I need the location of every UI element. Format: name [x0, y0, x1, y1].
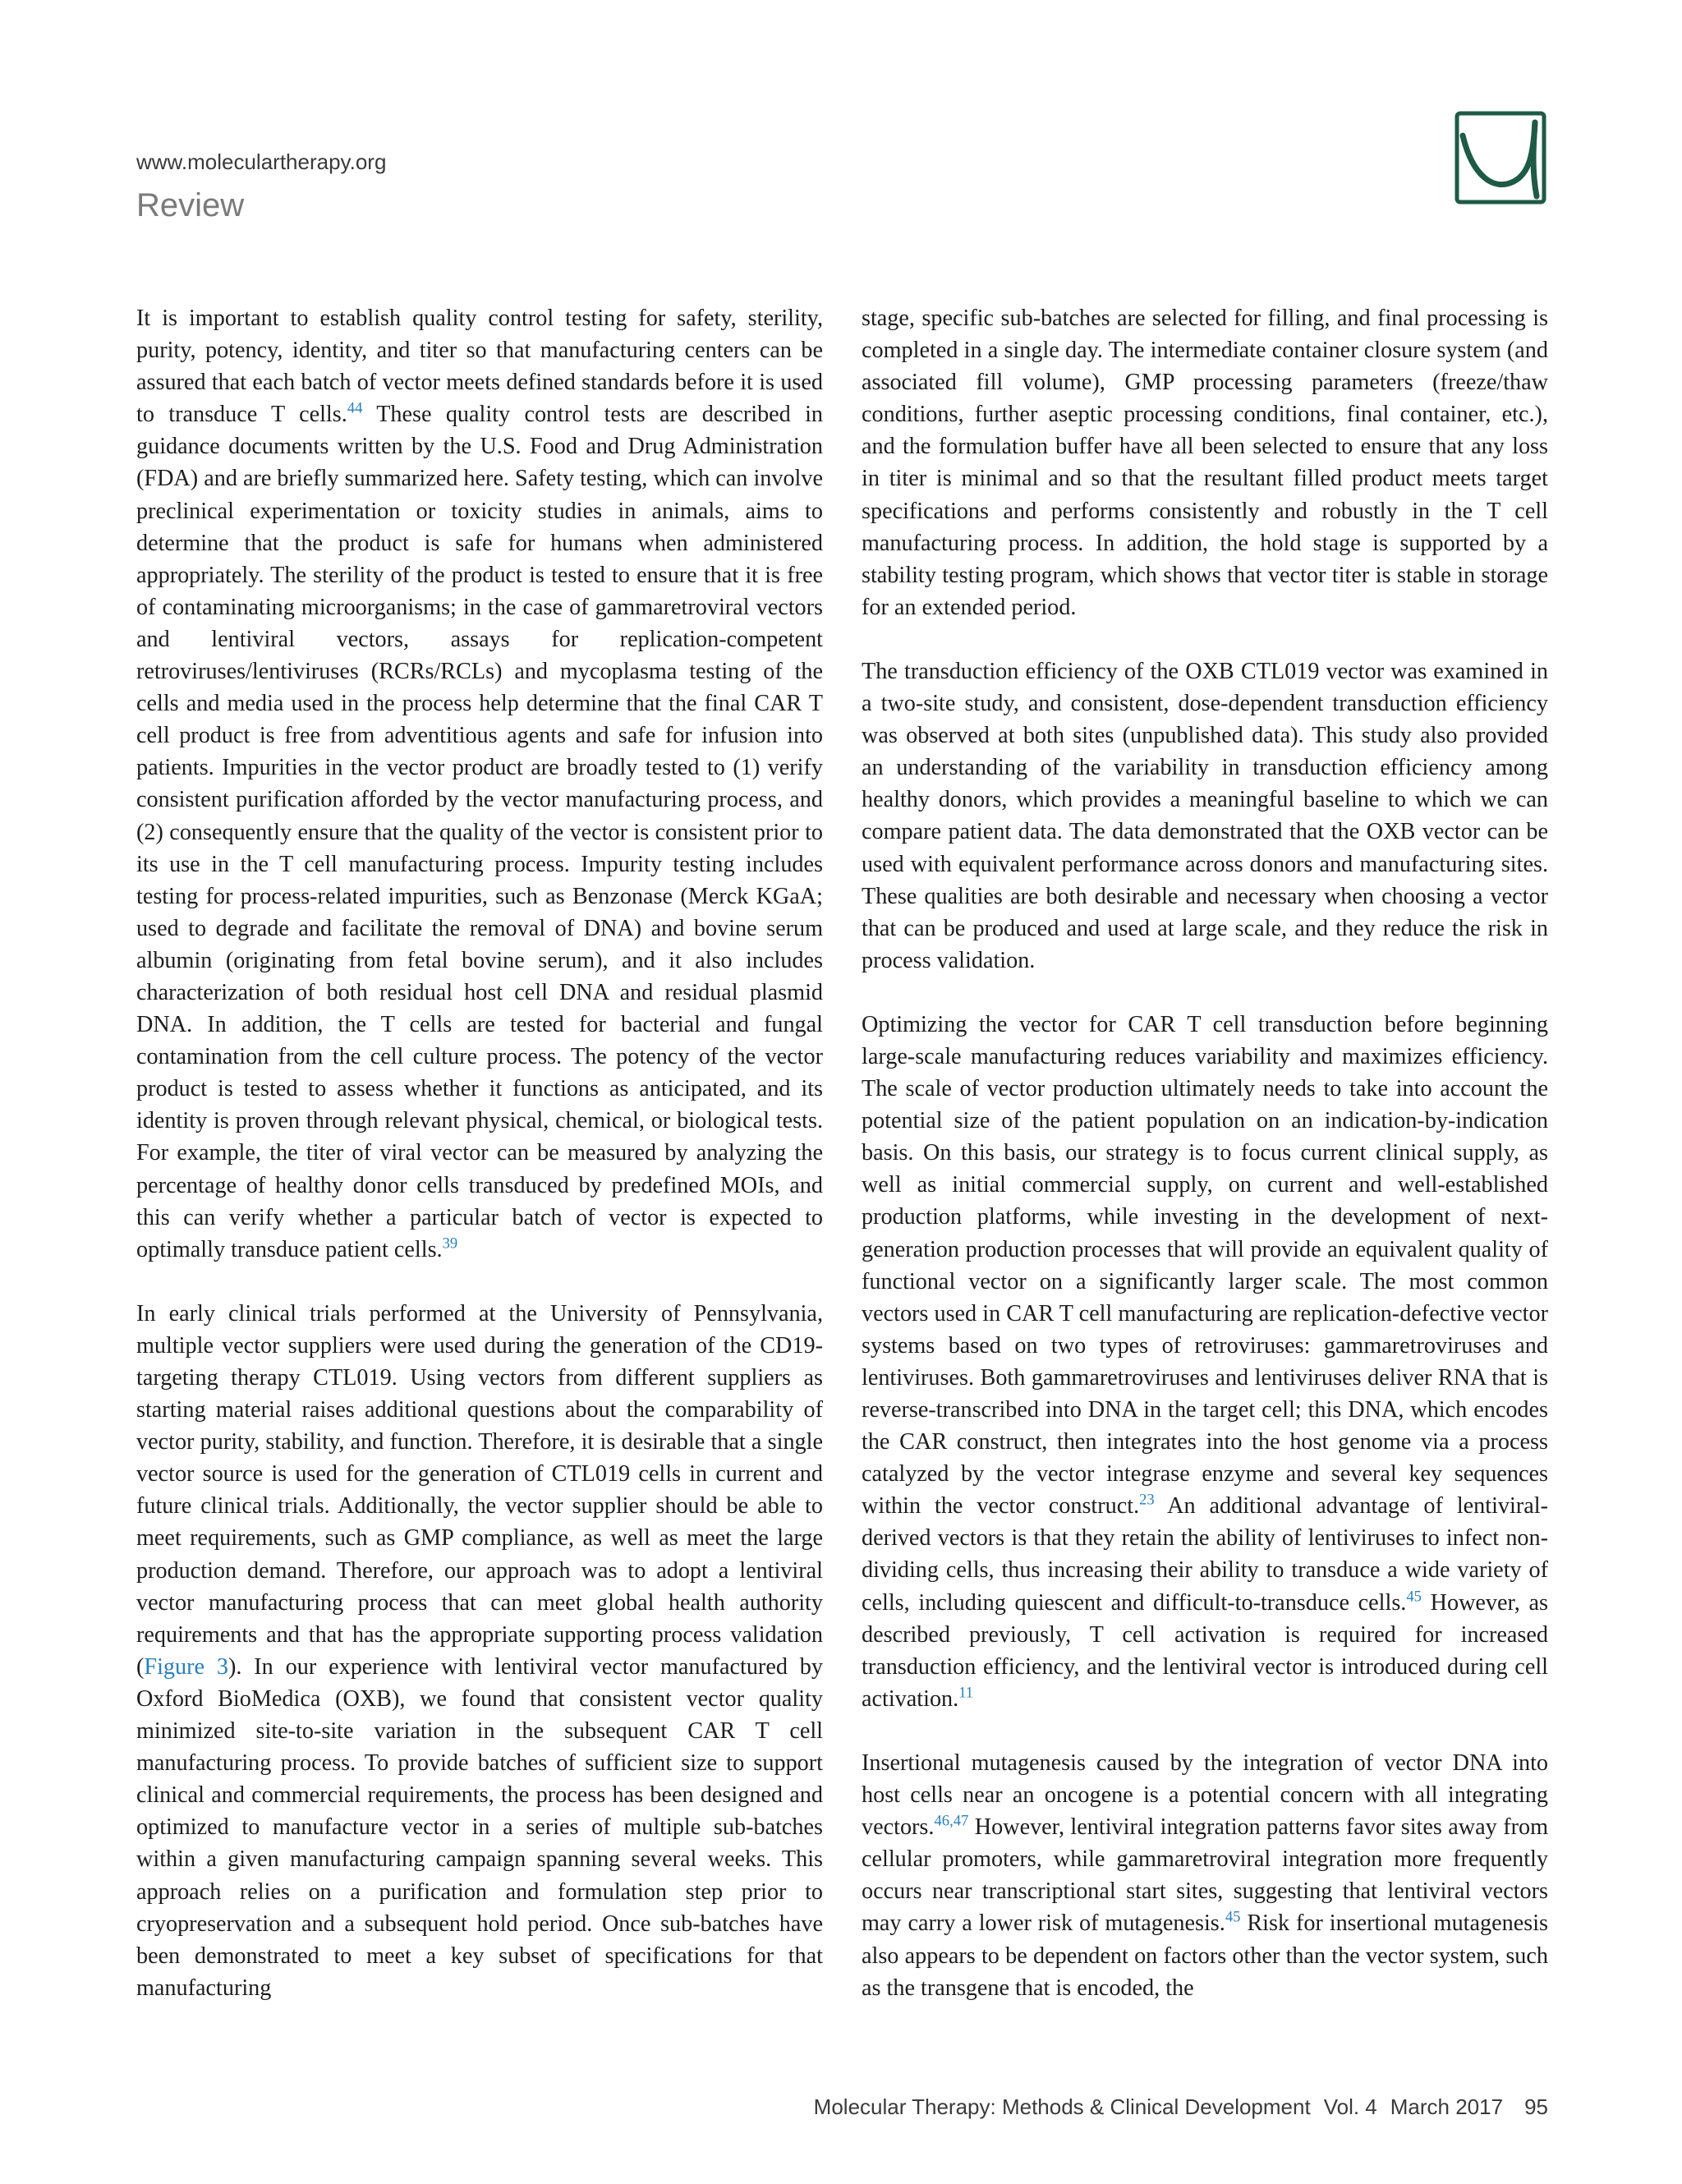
page-number: 95: [1524, 2094, 1548, 2119]
volume: Vol. 4: [1323, 2094, 1377, 2119]
text-run: An additional advantage of lentiviral-derived vectors is that they retain the ability of lentiviruses to infect non-dividing cells, thus increasing their ability to transduce a wide variety of cells, including quiescent and difficult-to-transduce cells.: [862, 1493, 1548, 1616]
paragraph: [862, 1009, 1548, 1715]
section-label: Review: [136, 187, 245, 223]
text-run: Risk for insertional mutagenesis also appears to be dependent on factors other than the vector system, such as the transgene that is encoded, the: [862, 1910, 1549, 2001]
citation-link[interactable]: 23: [1139, 1491, 1155, 1509]
text-run: ). In our experience with lentiviral vector manufactured by Oxford BioMedica (OXB), we found that consistent vector quality minimized site-to-site variation in the subsequent CAR T cell manufacturing process. To provide batches of sufficient size to support clinical and commercial requirements, the process has been designed and optimized to manufacture vector in a series of multiple sub-batches within a given manufacturing campaign spanning several weeks. This approach relies on a purification and formulation step prior to cryopreservation and a subsequent hold period. Once sub-batches have been demonstrated to meet a key subset of specifications for that manufacturing: [136, 1653, 823, 2001]
text-run: However, as described previously, T cell activation is required for increased transduction efficiency, and the lentiviral vector is introduced during cell activation.: [862, 1589, 1548, 1712]
text-run: Optimizing the vector for CAR T cell transduction before beginning large-scale manufacturing reduces variability and maximizes efficiency. The scale of vector production ultimately needs to take into account the potential size of the patient population on an indication-by-indication basis. On this basis, our strategy is to focus current clinical supply, as well as initial commercial supply, on current and well-established production platforms, while investing in the development of next-generation production processes that will provide an equivalent quality of functional vector on a significantly larger scale. The most common vectors used in CAR T cell manufacturing are replication-defective vector systems based on two types of retroviruses: gammaretroviruses and lentiviruses. Both gammaretroviruses and lentiviruses deliver RNA that is reverse-transcribed into DNA in the target cell; this DNA, which encodes the CAR construct, then integrates into the host genome via a process catalyzed by the vector integrase enzyme and several key sequences within the vector construct.: [862, 1011, 1548, 1520]
citation-link[interactable]: 39: [442, 1235, 458, 1253]
journal-name: Molecular Therapy: Methods & Clinical Development: [813, 2094, 1311, 2119]
issue-date: March 2017: [1390, 2094, 1504, 2119]
text-run: In early clinical trials performed at the University of Pennsylvania, multiple vector suppliers were used during the generation of the CD19-targeting therapy CTL019. Using vectors from different suppliers as starting material raises additional questions about the comparability of vector purity, stability, and function. Therefore, it is desirable that a single vector source is used for the generation of CTL019 cells in current and future clinical trials. Additionally, the vector supplier should be able to meet requirements, such as GMP compliance, as well as meet the large production demand. Therefore, our approach was to adopt a lentiviral vector manufacturing process that can meet global health authority requirements and that has the appropriate supporting process validation (: [136, 1300, 823, 1680]
text-run: These quality control tests are described in guidance documents written by the U.S. Food and Drug Administration (FDA) and are briefly summarized here. Safety testing, which can involve preclinical experimentation or toxicity studies in animals, aims to determine that the product is safe for humans when administered appropriately. The sterility of the product is tested to ensure that it is free of contaminating microorganisms; in the case of gammaretroviral vectors and lentiviral vectors, assays for replication-competent retroviruses/lentiviruses (RCRs/RCLs) and mycoplasma testing of the cells and media used in the process help determine that the final CAR T cell product is free from adventitious agents and safe for infusion into patients. Impurities in the vector product are broadly tested to (1) verify consistent purification afforded by the vector manufacturing process, and (2) consequently ensure that the quality of the vector is consistent prior to its use in the T cell manufacturing process. Impurity testing includes testing for process-related impurities, such as Benzonase (Merck KGaA; used to degrade and facilitate the removal of DNA) and bovine serum albumin (originating from fetal bovine serum), and it also includes characterization of both residual host cell DNA and residual plasmid DNA. In addition, the T cells are tested for bacterial and fungal contamination from the cell culture process. The potency of the vector product is tested to assess whether it functions as anticipated, and its identity is proven through relevant physical, chemical, or biological tests. For example, the titer of viral vector can be measured by analyzing the percentage of healthy donor cells transduced by predefined MOIs, and this can verify whether a particular batch of vector is expected to optimally transduce patient cells.: [136, 402, 824, 1262]
text-run: However, lentiviral integration patterns favor sites away from cellular promoters, while gammaretroviral integration more frequently occurs near transcriptional start sites, suggesting that lentiviral vectors may carry a lower risk of mutagenesis.: [862, 1814, 1548, 1937]
text-run: Insertional mutagenesis caused by the integration of vector DNA into host cells near an oncogene is a potential concern with all integrating vectors.: [862, 1749, 1548, 1841]
paragraph: stage, specific sub-batches are selected for filling, and final processing is completed in a single day. The intermediate container closure system (and associated fill volume), GMP processing parameters (freeze/thaw conditions, further aseptic processing conditions, final container, etc.), and the formulation buffer have all been selected to ensure that any loss in titer is minimal and so that the resultant filled product meets target specifications and performs consistently and robustly in the T cell manufacturing process. In addition, the hold stage is supported by a stability testing program, which shows that vector titer is stable in storage for an extended period.: [862, 306, 1548, 620]
citation-link[interactable]: 45: [1225, 1909, 1241, 1927]
site-url[interactable]: www.moleculartherapy.org: [136, 149, 387, 174]
page-footer: [814, 2094, 1548, 2120]
right-column: [862, 302, 1548, 2004]
paragraph: [136, 302, 823, 1266]
text-run: It is important to establish quality control testing for safety, sterility, purity, potency, identity, and titer so that manufacturing centers can be assured that each batch of vector meets defined standards before it is used to transduce T cells.: [136, 306, 823, 428]
citation-link[interactable]: 46,47: [934, 1812, 969, 1830]
citation-link[interactable]: 45: [1406, 1588, 1422, 1606]
left-column: [136, 302, 823, 2004]
figure-link[interactable]: Figure 3: [144, 1653, 228, 1680]
paragraph: [862, 1747, 1548, 2004]
paragraph: [136, 1298, 823, 2004]
paragraph: The transduction efficiency of the OXB CTL019 vector was examined in a two-site study, and consistent, dose-dependent transduction efficiency was observed at both sites (unpublished data). This study also provided an understanding of the variability in transduction efficiency among healthy donors, which provides a meaningful baseline to which we can compare patient data. The data demonstrated that the OXB vector can be used with equivalent performance across donors and manufacturing sites. These qualities are both desirable and necessary when choosing a vector that can be produced and used at large scale, and they reduce the risk in process validation.: [862, 658, 1548, 973]
citation-link[interactable]: 11: [958, 1684, 974, 1702]
journal-logo-icon: [1455, 111, 1546, 205]
citation-link[interactable]: 44: [347, 399, 363, 417]
